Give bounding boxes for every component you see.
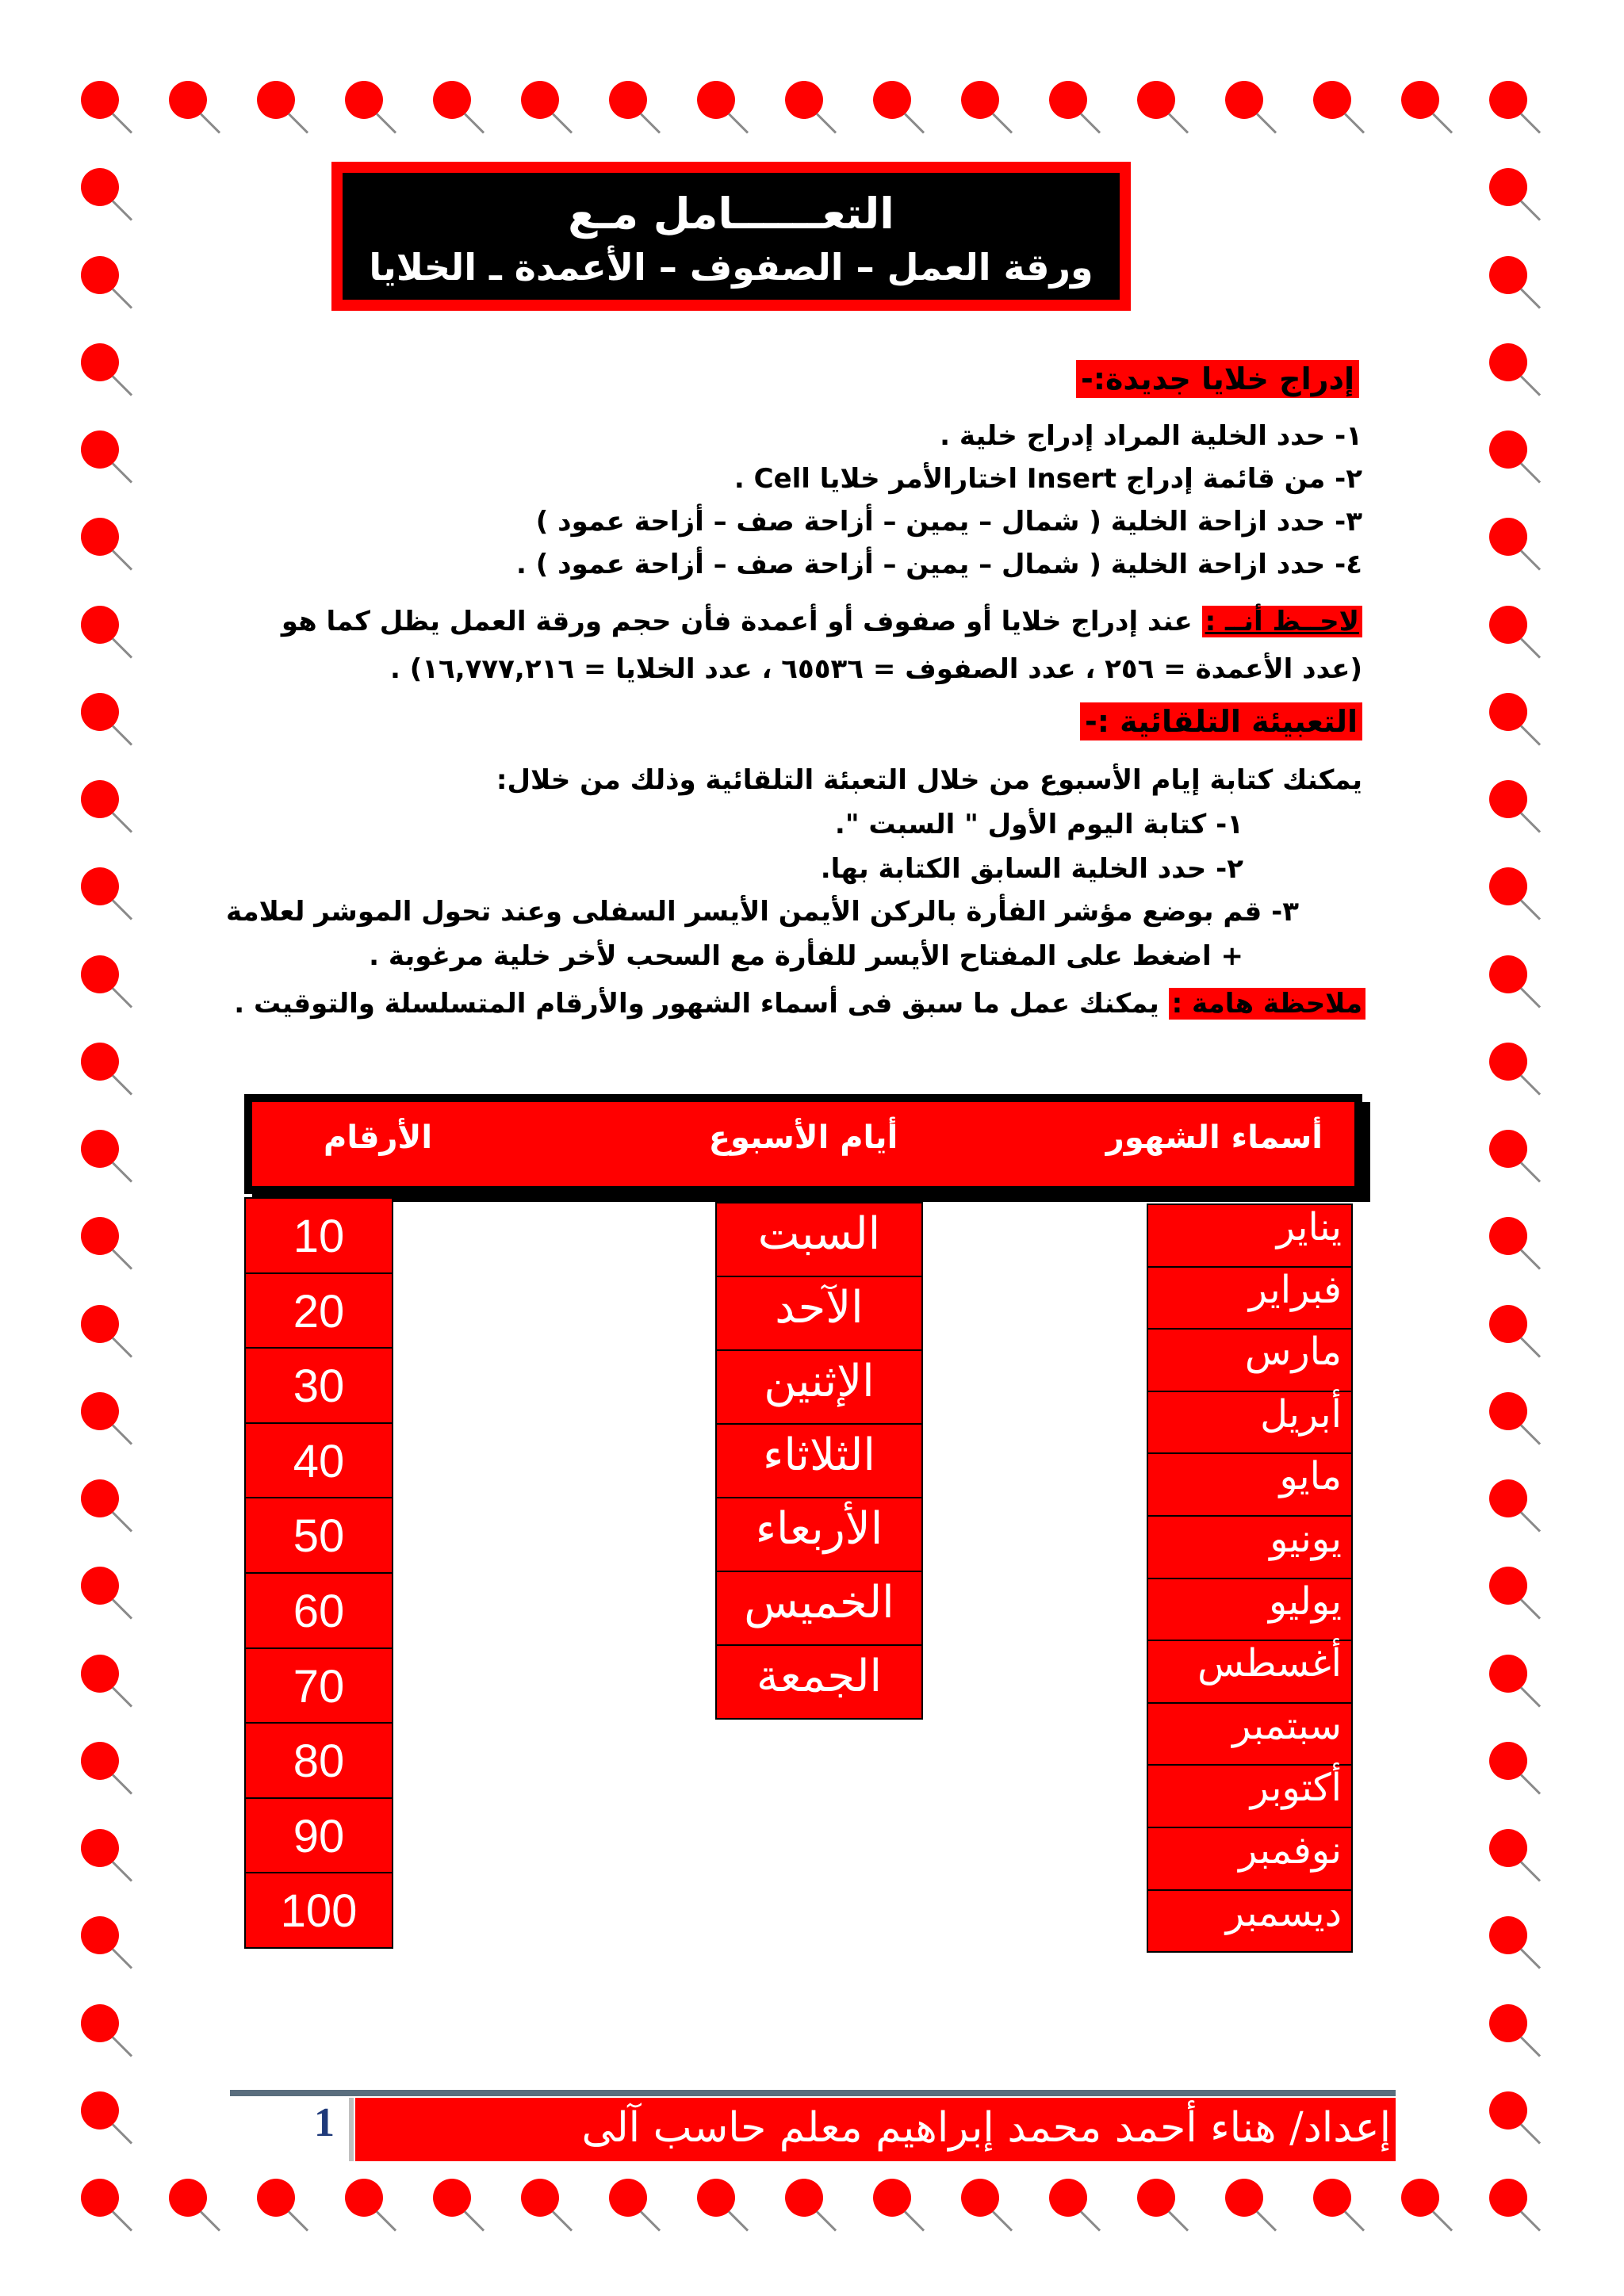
- border-dot-tail: [1168, 2210, 1189, 2231]
- header-numbers: الأرقام: [324, 1119, 433, 1156]
- number-cell: 70: [244, 1647, 393, 1724]
- month-cell: نوفمبر: [1147, 1827, 1353, 1891]
- border-dot-tail: [640, 113, 661, 133]
- border-dot-tail: [1520, 1337, 1541, 1357]
- border-dot-tail: [1520, 1598, 1541, 1619]
- autofill-step-3: ٣- قم بوضع مؤشر الفأرة بالركن الأيمن الأيسر السفلى وعند تحول الموشر لعلامة: [226, 896, 1299, 928]
- border-dot-tail: [1256, 2210, 1277, 2231]
- border-dot-tail: [728, 2210, 749, 2231]
- autofill-step-4: + اضغط على المفتاح الأيسر للفأرة مع السحب لأخر خلية مرغوبة .: [369, 940, 1243, 972]
- important-line: [234, 988, 1365, 1020]
- border-dot-tail: [1344, 2210, 1365, 2231]
- border-dot-tail: [376, 113, 396, 133]
- header-days: أيام الأسبوع: [708, 1119, 898, 1156]
- border-dot-tail: [112, 462, 132, 483]
- number-cell: 20: [244, 1272, 393, 1349]
- border-dot-tail: [1520, 113, 1541, 133]
- day-cell: الإثنين: [715, 1349, 923, 1425]
- border-dot-tail: [112, 1337, 132, 1357]
- border-dot-tail: [200, 2210, 220, 2231]
- border-dot-tail: [1520, 2036, 1541, 2057]
- insert-step-4: ٤- حدد ازاحة الخلية ( شمال – يمين – أزاحة صف – أزاحة عمود ) .: [516, 549, 1362, 580]
- month-cell: مايو: [1147, 1452, 1353, 1517]
- border-dot-tail: [200, 113, 220, 133]
- border-dot-tail: [1520, 1686, 1541, 1707]
- day-cell: الثلاثاء: [715, 1423, 923, 1498]
- border-dot-tail: [816, 2210, 837, 2231]
- border-dot-tail: [1520, 462, 1541, 483]
- note-line: [282, 606, 1362, 637]
- section-heading-autofill: التعبيئة التلقائية :-: [1080, 702, 1362, 740]
- border-dot-tail: [112, 987, 132, 1008]
- border-dot-tail: [1520, 2210, 1541, 2231]
- border-dot-tail: [1432, 113, 1453, 133]
- border-dot-tail: [112, 375, 132, 396]
- border-dot-tail: [1256, 113, 1277, 133]
- autofill-intro: يمكنك كتابة إيام الأسبوع من خلال التعبئة التلقائية وذلك من خلال:: [496, 764, 1362, 796]
- numbers-column: [244, 1197, 393, 1947]
- month-cell: أغسطس: [1147, 1640, 1353, 1704]
- days-column: [715, 1202, 923, 1719]
- border-dot-tail: [1520, 549, 1541, 570]
- border-dot-tail: [112, 1249, 132, 1269]
- border-dot-tail: [1520, 1948, 1541, 1969]
- note-text: عند إدراج خلايا أو صفوف أو أعمدة فأن حجم ورقة العمل يظل كما هو: [281, 606, 1193, 637]
- month-cell: يوليو: [1147, 1578, 1353, 1642]
- insert-step-3: ٣- حدد ازاحة الخلية ( شمال – يمين – أزاحة صف – أزاحة عمود ): [535, 506, 1362, 538]
- border-dot-tail: [1520, 637, 1541, 658]
- autofill-step-1: ١- كتابة اليوم الأول " السبت ".: [834, 809, 1243, 840]
- border-dot-tail: [288, 2210, 308, 2231]
- number-cell: 80: [244, 1722, 393, 1799]
- border-dot-tail: [1344, 113, 1365, 133]
- border-dot-tail: [728, 113, 749, 133]
- border-dot-tail: [112, 288, 132, 308]
- note-line-2: (عدد الأعمدة = ٢٥٦ ، عدد الصفوف = ٦٥٥٣٦ ، عدد الخلايا = ١٦,٧٧٧,٢١٦) .: [389, 653, 1362, 685]
- border-dot-tail: [112, 1774, 132, 1794]
- title-panel: [343, 173, 1120, 300]
- border-dot-tail: [112, 2123, 132, 2144]
- border-dot-tail: [376, 2210, 396, 2231]
- footer-separator: [349, 2098, 354, 2161]
- border-dot-tail: [640, 2210, 661, 2231]
- border-dot-tail: [112, 812, 132, 832]
- month-cell: مارس: [1147, 1328, 1353, 1392]
- border-dot-tail: [1520, 200, 1541, 220]
- border-dot-tail: [1080, 2210, 1101, 2231]
- border-dot-tail: [112, 549, 132, 570]
- border-dot-tail: [112, 2036, 132, 2057]
- border-dot-tail: [112, 2210, 132, 2231]
- border-dot-tail: [1168, 113, 1189, 133]
- border-dot-tail: [112, 113, 132, 133]
- border-dot-tail: [904, 113, 925, 133]
- number-cell: 90: [244, 1797, 393, 1874]
- border-dot-tail: [464, 2210, 485, 2231]
- border-dot-tail: [1432, 2210, 1453, 2231]
- footer-rule: [230, 2090, 1396, 2096]
- border-dot-tail: [1520, 1249, 1541, 1269]
- border-dot-tail: [288, 113, 308, 133]
- page-number: 1: [314, 2100, 335, 2145]
- border-dot-tail: [1520, 812, 1541, 832]
- border-dot-tail: [112, 1161, 132, 1182]
- border-dot-tail: [816, 113, 837, 133]
- header-months: أسماء الشهور: [1105, 1119, 1323, 1156]
- border-dot-tail: [904, 2210, 925, 2231]
- border-dot-tail: [1520, 2123, 1541, 2144]
- border-dot-tail: [1520, 987, 1541, 1008]
- page-subtitle: ورقة العمل – الصفوف – الأعمدة ـ الخلايا: [369, 246, 1094, 289]
- page-title: التعــــــامل مـع: [568, 189, 894, 239]
- day-cell: الخميس: [715, 1571, 923, 1646]
- day-cell: الجمعة: [715, 1644, 923, 1720]
- border-dot-tail: [552, 2210, 573, 2231]
- day-cell: السبت: [715, 1202, 923, 1277]
- important-label: ملاحظة هامة :: [1169, 988, 1365, 1020]
- border-dot-tail: [112, 1424, 132, 1445]
- month-cell: يونيو: [1147, 1515, 1353, 1579]
- note-label: لاحــظ أنــ :: [1202, 606, 1362, 637]
- border-dot-tail: [112, 1598, 132, 1619]
- border-dot-tail: [112, 1686, 132, 1707]
- border-dot-tail: [112, 725, 132, 745]
- border-dot-tail: [1520, 1774, 1541, 1794]
- border-dot-tail: [112, 1948, 132, 1969]
- month-cell: يناير: [1147, 1203, 1353, 1268]
- border-dot-tail: [1080, 113, 1101, 133]
- month-cell: أكتوبر: [1147, 1764, 1353, 1828]
- section-heading-insert: إدراج خلايا جديدة:-: [1076, 360, 1359, 398]
- month-cell: أبريل: [1147, 1391, 1353, 1455]
- table-header: [244, 1094, 1362, 1194]
- border-dot-tail: [1520, 725, 1541, 745]
- border-dot-tail: [992, 2210, 1013, 2231]
- border-dot-tail: [992, 113, 1013, 133]
- day-cell: الآحد: [715, 1276, 923, 1351]
- number-cell: 100: [244, 1872, 393, 1949]
- border-dot-tail: [112, 1861, 132, 1881]
- border-dot-tail: [112, 1074, 132, 1095]
- border-dot-tail: [112, 899, 132, 920]
- border-dot-tail: [1520, 899, 1541, 920]
- border-dot-tail: [1520, 1161, 1541, 1182]
- border-dot-tail: [1520, 1861, 1541, 1881]
- number-cell: 40: [244, 1422, 393, 1499]
- important-text: يمكنك عمل ما سبق فى أسماء الشهور والأرقام المتسلسلة والتوقيت .: [234, 988, 1159, 1020]
- border-dot-tail: [1520, 375, 1541, 396]
- number-cell: 50: [244, 1497, 393, 1574]
- month-cell: ديسمبر: [1147, 1889, 1353, 1954]
- title-banner: [331, 162, 1131, 311]
- day-cell: الأربعاء: [715, 1497, 923, 1572]
- month-cell: فبراير: [1147, 1266, 1353, 1330]
- autofill-step-2: ٢- حدد الخلية السابق الكتابة بها.: [820, 853, 1243, 885]
- month-cell: سبتمبر: [1147, 1702, 1353, 1766]
- insert-step-1: ١- حدد الخلية المراد إدراج خلية .: [940, 420, 1362, 452]
- number-cell: 10: [244, 1197, 393, 1274]
- border-dot-tail: [1520, 1511, 1541, 1532]
- number-cell: 30: [244, 1347, 393, 1424]
- border-dot-tail: [112, 200, 132, 220]
- number-cell: 60: [244, 1572, 393, 1649]
- border-dot-tail: [464, 113, 485, 133]
- border-dot-tail: [112, 637, 132, 658]
- border-dot-tail: [552, 113, 573, 133]
- footer-author: من إعداد/ هناء أحمد محمد إبراهيم معلم حاسب آلى: [581, 2104, 1457, 2152]
- insert-step-2: ٢- من قائمة إدراج Insert اختارالأمر خلايا Cell .: [733, 463, 1362, 495]
- border-dot-tail: [1520, 1424, 1541, 1445]
- border-dot-tail: [1520, 1074, 1541, 1095]
- months-column: [1147, 1203, 1353, 1952]
- border-dot-tail: [112, 1511, 132, 1532]
- border-dot-tail: [1520, 288, 1541, 308]
